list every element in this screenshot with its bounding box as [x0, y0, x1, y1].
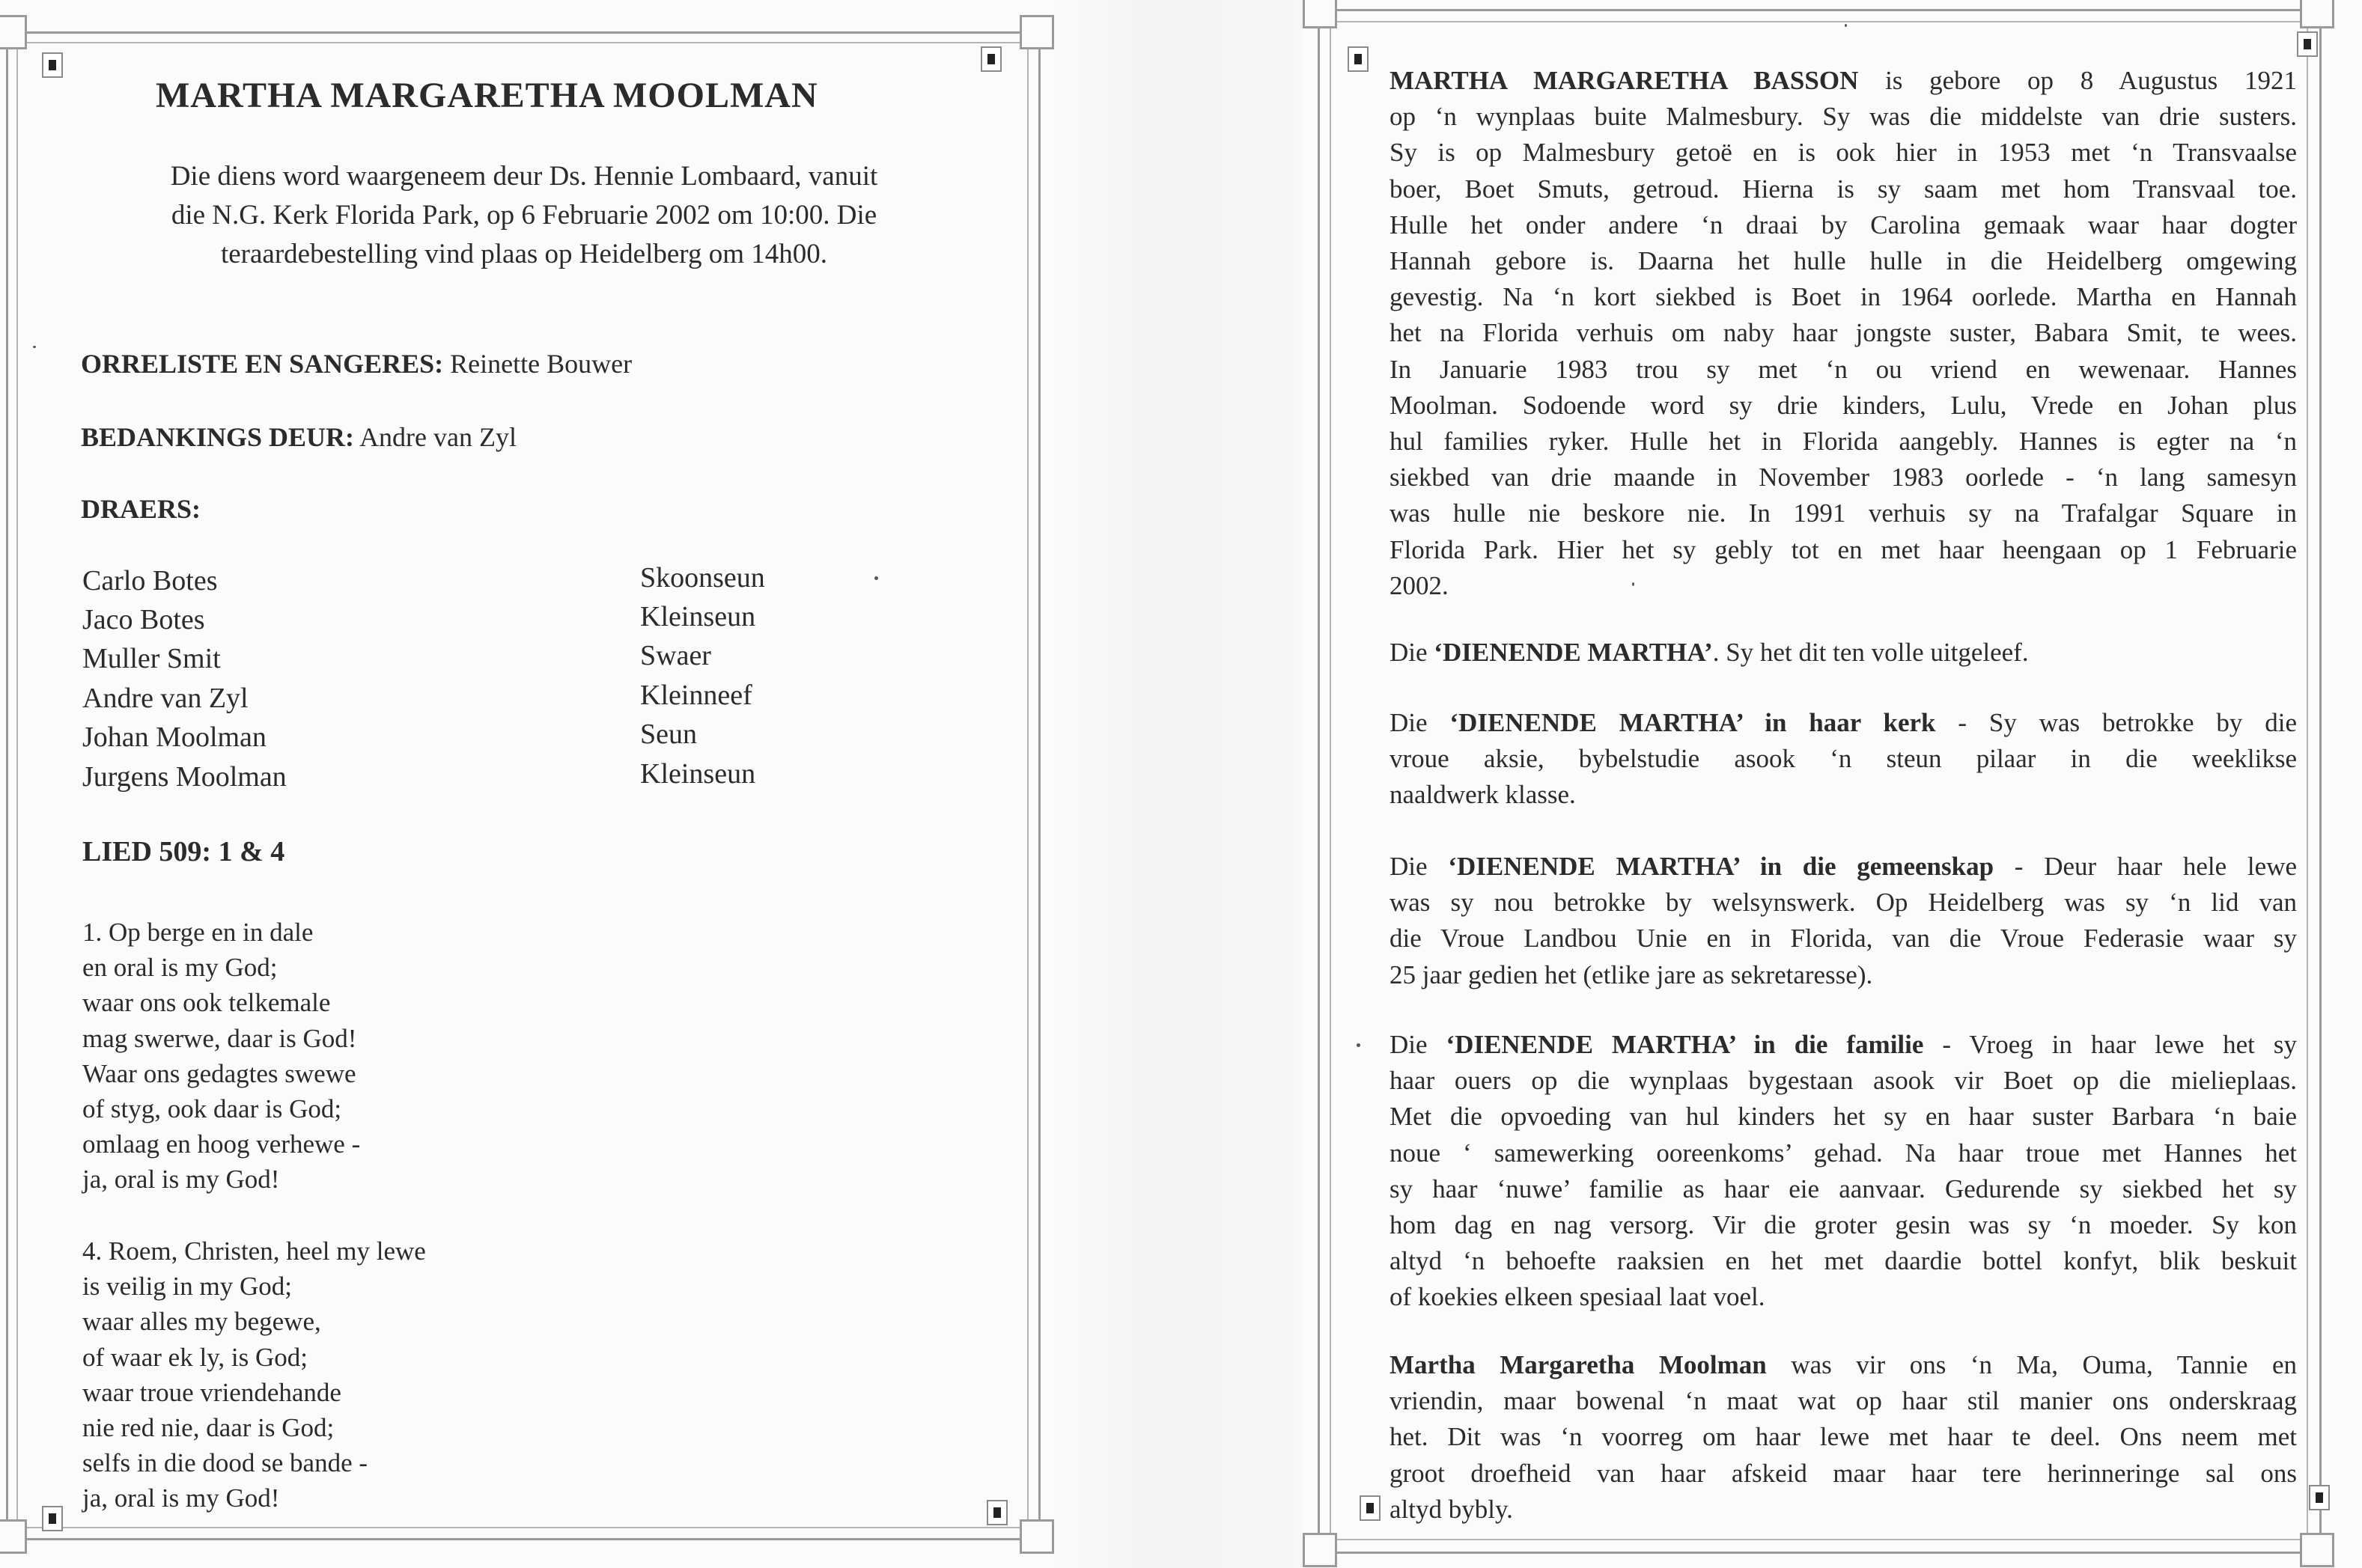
organist-name: Reinette Bouwer [450, 349, 633, 379]
verse-line: of styg, ook daar is God; [82, 1094, 342, 1124]
community-line: was sy nou betrokke by welsynswerk. Op Heidelberg was sy ‘n lid van [1389, 888, 2297, 918]
church-heading: ‘DIENENDE MARTHA’ in haar kerk [1449, 708, 1936, 737]
community-line: 25 jaar gedien het (etlike jare as sekretaresse). [1389, 960, 1873, 989]
scan-speck [1632, 582, 1634, 586]
closing-text: was vir ons ‘n Ma, Ouma, Tannie en [1766, 1350, 2297, 1379]
serving-line [1389, 635, 2297, 671]
corner-ornament [1348, 46, 1369, 72]
verse-line: of waar ek ly, is God; [82, 1342, 308, 1372]
bearer-name: Jurgens Moolman [82, 761, 287, 793]
bio-line: Hulle het onder andere ‘n draai by Carolina gemaak waar haar dogter [1389, 210, 2297, 240]
bearer-relation: Seun [640, 719, 697, 750]
church-line: vroue aksie, bybelstudie asook ‘n steun pilaar in die weeklikse [1389, 744, 2297, 774]
service-line: Die diens word waargeneem deur Ds. Hennie Lombaard, vanuit [170, 161, 878, 192]
bearer-name: Carlo Botes [82, 565, 218, 597]
page-fold [1056, 0, 1303, 1568]
bio-line: Sy is op Malmesbury getoë en is ook hier in 1953 met ‘n Transvaalse [1389, 138, 2297, 168]
family-line: altyd ‘n behoefte raaksien en het met daardie bottel konfyt, blik beskuit [1389, 1246, 2297, 1276]
closing-name: Martha Margaretha Moolman [1389, 1350, 1767, 1379]
biography-paragraph [1389, 63, 2297, 604]
serving-text: . Sy het dit ten volle uitgeleef. [1712, 638, 2029, 667]
family-line: Met die opvoeding van hul kinders het sy en haar suster Barbara ‘n baie [1389, 1102, 2297, 1132]
church-paragraph [1389, 705, 2297, 814]
verse-line: is veilig in my God; [82, 1272, 292, 1302]
bio-line: was hulle nie beskore nie. In 1991 verhuis sy na Trafalgar Square in [1389, 498, 2297, 528]
scan-speck [33, 346, 36, 348]
corner-cut [0, 1519, 27, 1554]
closing-line: groot droefheid van haar afskeid maar haar tere herinneringe sal ons [1389, 1458, 2297, 1488]
family-line: sy haar ‘nuwe’ familie as haar eie aanvaar. Gedurende sy siekbed het sy [1389, 1174, 2297, 1204]
corner-ornament [1360, 1495, 1381, 1521]
family-text: - Vroeg in haar lewe het sy [1923, 1030, 2297, 1059]
church-first-line [1389, 705, 2297, 741]
scan-speck [1357, 1043, 1360, 1047]
corner-cut [0, 15, 27, 49]
corner-cut [2300, 0, 2334, 28]
service-line: teraardebestelling vind plaas op Heidelberg om 14h00. [220, 239, 827, 269]
bearer-name: Muller Smit [82, 643, 221, 674]
service-line: die N.G. Kerk Florida Park, op 6 Februarie 2002 om 10:00. Die [171, 200, 877, 231]
bio-line: boer, Boet Smuts, getroud. Hierna is sy saam met hom Transvaal toe. [1389, 174, 2297, 204]
bio-text: is gebore op 8 Augustus 1921 [1858, 66, 2297, 95]
verse-line: ja, oral is my God! [82, 1483, 280, 1513]
serving-heading: ‘DIENENDE MARTHA’ [1434, 638, 1713, 667]
hymn-verse-4 [82, 1233, 426, 1516]
thanks-label: BEDANKINGS DEUR: [81, 422, 355, 452]
closing-line: vriendin, maar bowenal ‘n maat wat op haar stil manier ons onderskraag [1389, 1386, 2297, 1416]
bearer-relation: Kleinneef [640, 680, 752, 711]
organist-label: ORRELISTE EN SANGERES: [81, 349, 444, 379]
scan-speck [874, 576, 878, 580]
bearer-relation: Skoonseun [640, 562, 765, 594]
bearers-heading: DRAERS: [81, 494, 201, 524]
closing-first-line [1389, 1347, 2297, 1383]
corner-cut [1020, 15, 1054, 49]
service-details [75, 157, 973, 274]
community-line: die Vroue Landbou Unie en in Florida, van die Vroue Federasie waar sy [1389, 924, 2297, 954]
bearer-name: Johan Moolman [82, 722, 267, 753]
closing-paragraph [1389, 1347, 2297, 1528]
community-text: - Deur haar hele lewe [1994, 852, 2298, 881]
bio-line: Florida Park. Hier het sy gebly tot en met haar heengaan op 1 Februarie [1389, 534, 2297, 564]
bio-line: 2002. [1389, 570, 1449, 600]
verse-line: waar alles my begewe, [82, 1307, 321, 1337]
deceased-name-title: MARTHA MARGARETHA MOOLMAN [156, 76, 818, 115]
community-heading: ‘DIENENDE MARTHA’ in die gemeenskap [1448, 852, 1994, 881]
corner-cut [1303, 0, 1337, 28]
hymn-verse-1 [82, 915, 360, 1198]
verse-line: 4. Roem, Christen, heel my lewe [82, 1236, 426, 1266]
bio-line: Moolman. Sodoende word sy drie kinders, Lulu, Vrede en Johan plus [1389, 390, 2297, 420]
bearer-relation: Kleinseun [640, 758, 756, 790]
bearer-relation: Swaer [640, 640, 711, 671]
family-heading: ‘DIENENDE MARTHA’ in die familie [1446, 1030, 1924, 1059]
bio-line: siekbed van drie maande in November 1983 oorlede - ‘n lang samesyn [1389, 463, 2297, 492]
church-line: naaldwerk klasse. [1389, 780, 1576, 810]
corner-ornament [42, 1506, 63, 1531]
bio-line: het na Florida verhuis om naby haar jongste suster, Babara Smit, te wees. [1389, 318, 2297, 348]
family-line: haar ouers op die wynplaas bygestaan asook vir Boet op die mielieplaas. [1389, 1066, 2297, 1096]
verse-line: ja, oral is my God! [82, 1165, 280, 1195]
bearer-name: Jaco Botes [82, 604, 205, 635]
closing-line: het. Dit was ‘n voorreg om haar lewe met haar te deel. Ons neem met [1389, 1422, 2297, 1452]
family-line: of koekies elkeen spesiaal laat voel. [1389, 1282, 1765, 1312]
community-first-line [1389, 849, 2297, 885]
corner-ornament [2309, 1485, 2330, 1510]
family-line: noue ‘ samewerking ooreenkoms’ gehad. Na haar troue met Hannes het [1389, 1138, 2297, 1168]
thanks-row [81, 419, 517, 455]
bio-line: In Januarie 1983 trou sy met ‘n ou vriend en wewenaar. Hannes [1389, 354, 2297, 384]
corner-cut [1303, 1533, 1337, 1567]
family-line: hom dag en nag versorg. Vir die groter gesin was sy ‘n moeder. Sy kon [1389, 1210, 2297, 1240]
corner-ornament [42, 52, 63, 78]
verse-line: waar ons ook telkemale [82, 988, 331, 1018]
family-first-line [1389, 1027, 2297, 1063]
bio-line: hul families ryker. Hulle het in Florida aangebly. Hannes is egter na ‘n [1389, 427, 2297, 457]
bio-line: gevestig. Na ‘n kort siekbed is Boet in 1964 oorlede. Martha en Hannah [1389, 282, 2297, 312]
scan-speck [1845, 24, 1847, 27]
bio-line: op ‘n wynplaas buite Malmesbury. Sy was die middelste van drie susters. [1389, 102, 2297, 132]
corner-cut [1020, 1519, 1054, 1554]
community-paragraph [1389, 849, 2297, 993]
bearer-name: Andre van Zyl [82, 683, 249, 714]
verse-line: selfs in die dood se bande - [82, 1448, 368, 1478]
verse-line: omlaag en hoog verhewe - [82, 1129, 361, 1159]
hymn-heading: LIED 509: 1 & 4 [82, 836, 285, 867]
thanks-name: Andre van Zyl [359, 422, 517, 452]
verse-line: nie red nie, daar is God; [82, 1413, 335, 1443]
family-paragraph [1389, 1027, 2297, 1316]
organist-row [81, 346, 632, 382]
church-text: - Sy was betrokke by die [1935, 708, 2297, 737]
community-prefix: Die [1389, 852, 1449, 881]
corner-cut [2300, 1533, 2334, 1567]
verse-line: mag swerwe, daar is God! [82, 1023, 357, 1053]
verse-line: 1. Op berge en in dale [82, 918, 314, 947]
closing-line: altyd bybly. [1389, 1494, 1513, 1524]
verse-line: waar troue vriendehande [82, 1377, 341, 1407]
family-prefix: Die [1389, 1030, 1446, 1059]
corner-ornament [987, 1500, 1008, 1525]
verse-line: en oral is my God; [82, 953, 278, 983]
serving-paragraph [1389, 635, 2297, 671]
corner-ornament [981, 46, 1002, 72]
corner-ornament [2297, 31, 2318, 57]
serving-prefix: Die [1389, 638, 1434, 667]
bio-name: MARTHA MARGARETHA BASSON [1389, 66, 1859, 95]
bio-first-line [1389, 63, 2297, 99]
church-prefix: Die [1389, 708, 1450, 737]
verse-line: Waar ons gedagtes swewe [82, 1058, 356, 1088]
bearer-relation: Kleinseun [640, 601, 756, 632]
bio-line: Hannah gebore is. Daarna het hulle hulle in die Heidelberg omgewing [1389, 246, 2297, 276]
